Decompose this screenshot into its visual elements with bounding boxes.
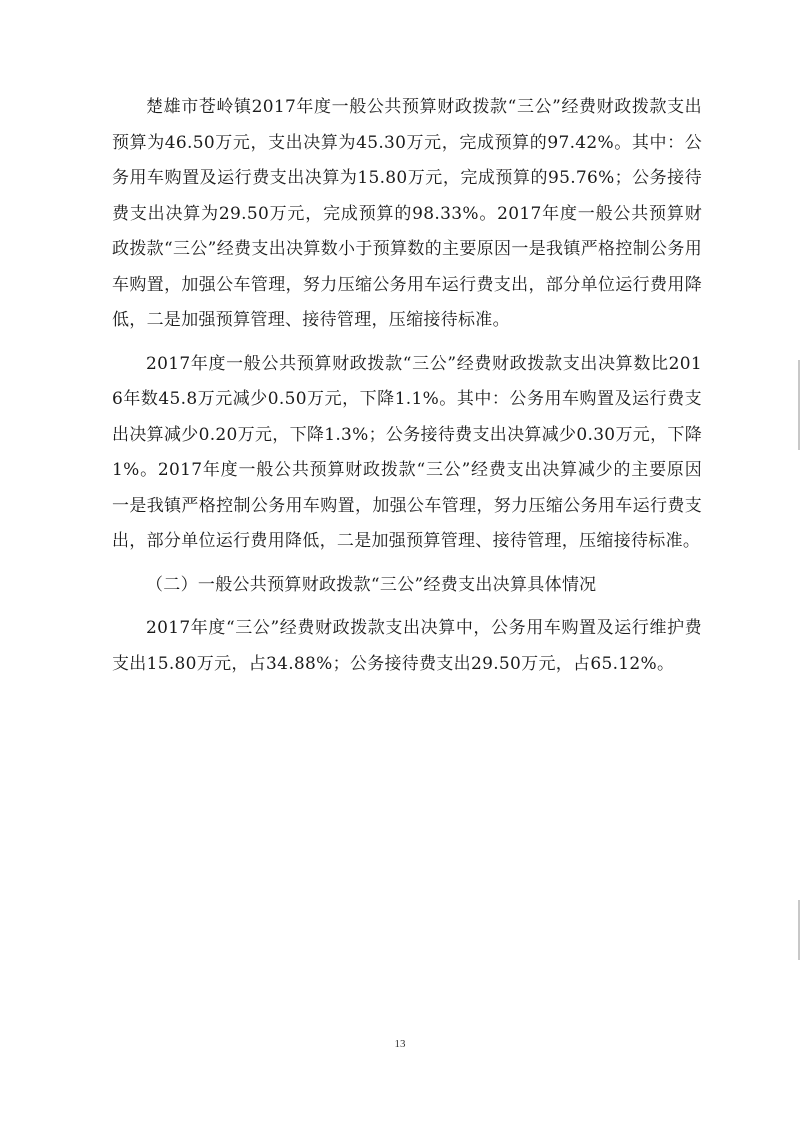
page-number: 13 (394, 1038, 406, 1050)
paragraph-year-comparison: 2017年度一般公共预算财政拨款“三公”经费财政拨款支出决算数比2016年数45.8万元减少0.50万元，下降1.1%。其中：公务用车购置及运行费支出决算减少0.20万元，下降1.3%；公务接待费支出决算减少0.30万元，下降1%。2017年度一般公共预算财政拨款“三公”经费支出决算减少的主要原因一是我镇严格控制公务用车购置，加强公车管理，努力压缩公务用车运行费支出，部分单位运行费用降低，二是加强预算管理、接待管理，压缩接待标准。 (112, 353, 702, 551)
document-body (112, 90, 702, 690)
paragraph-budget-overview: 楚雄市苍岭镇2017年度一般公共预算财政拨款“三公”经费财政拨款支出预算为46.50万元，支出决算为45.30万元，完成预算的97.42%。其中：公务用车购置及运行费支出决算为15.80万元，完成预算的95.76%；公务接待费支出决算为29.50万元，完成预算的98.33%。2017年度一般公共预算财政拨款“三公”经费支出决算数小于预算数的主要原因一是我镇严格控制公务用车购置，加强公车管理，努力压缩公务用车运行费支出，部分单位运行费用降低，二是加强预算管理、接待管理，压缩接待标准。 (112, 97, 702, 330)
paragraph-expense-breakdown: 2017年度“三公”经费财政拨款支出决算中，公务用车购置及运行维护费支出15.80万元，占34.88%；公务接待费支出29.50万元，占65.12%。 (112, 618, 702, 674)
section-heading: （二）一般公共预算财政拨款“三公”经费支出决算具体情况 (146, 574, 597, 595)
